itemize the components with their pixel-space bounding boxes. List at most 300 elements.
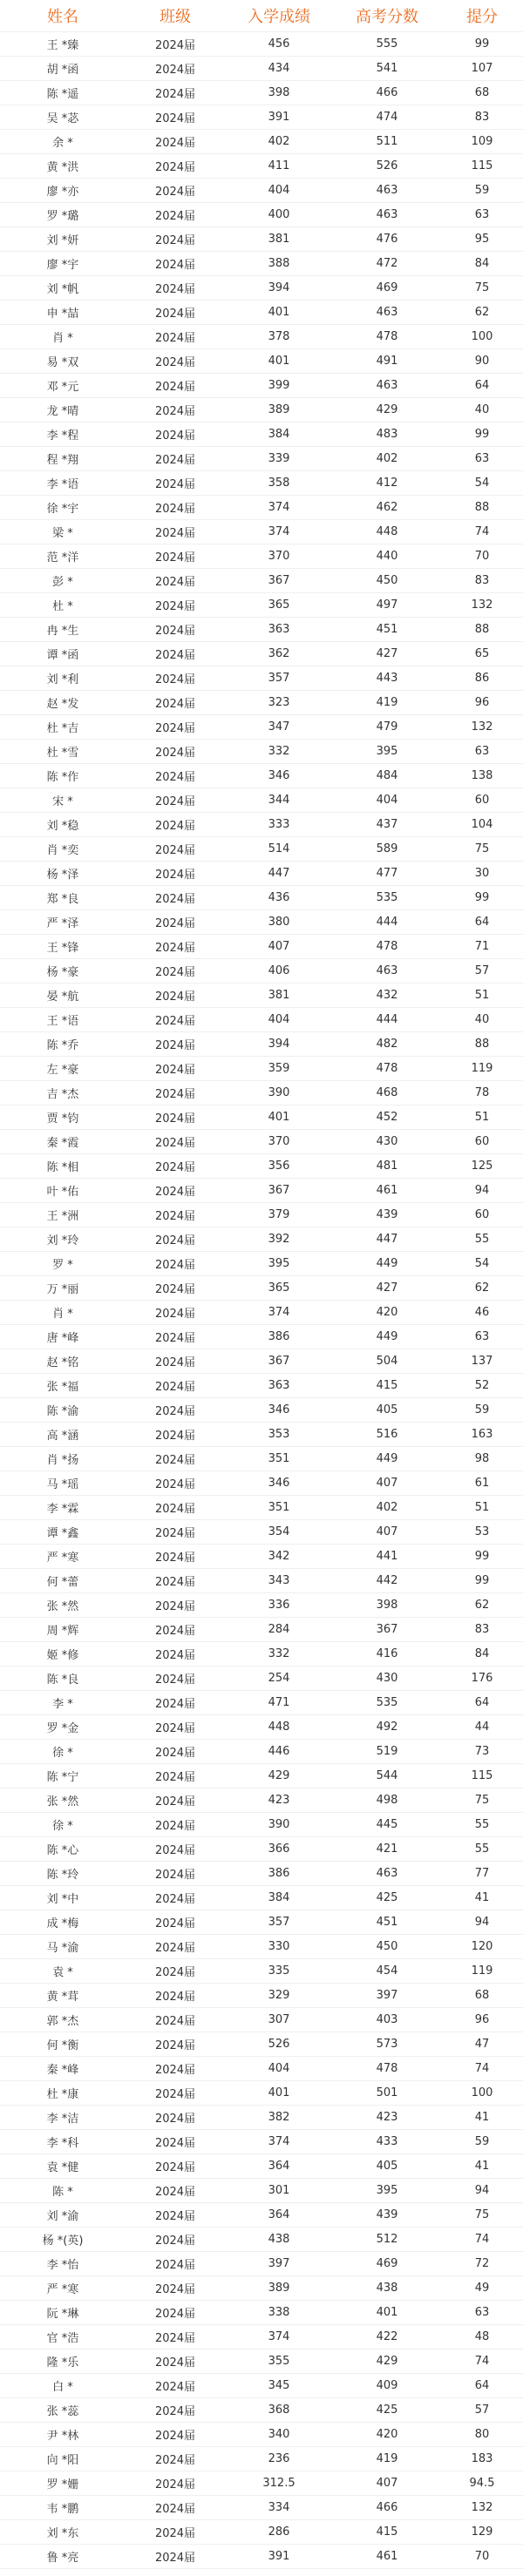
table-row: [0, 179, 523, 203]
cell-name: 刘 *妍: [0, 227, 126, 252]
cell-class: 2024届: [126, 1008, 225, 1032]
cell-class: 2024届: [126, 1667, 225, 1691]
table-row: [0, 1910, 523, 1935]
cell-name: 张 *然: [0, 1788, 126, 1813]
cell-gaokao-score: 395: [333, 740, 441, 764]
cell-entrance-score: 404: [225, 2057, 333, 2081]
cell-gaokao-score: 526: [333, 154, 441, 179]
cell-class: 2024届: [126, 81, 225, 105]
cell-improvement: 48: [441, 2325, 523, 2350]
cell-entrance-score: 389: [225, 398, 333, 423]
cell-name: 李 *: [0, 1691, 126, 1715]
cell-gaokao-score: 501: [333, 2081, 441, 2106]
cell-gaokao-score: 415: [333, 1374, 441, 1398]
cell-improvement: 109: [441, 130, 523, 154]
cell-class: 2024届: [126, 2057, 225, 2081]
cell-name: 贾 *钧: [0, 1105, 126, 1130]
cell-improvement: 88: [441, 496, 523, 520]
table-row: [0, 398, 523, 423]
cell-improvement: 83: [441, 569, 523, 593]
cell-class: 2024届: [126, 1423, 225, 1447]
cell-improvement: 51: [441, 984, 523, 1008]
cell-improvement: 84: [441, 252, 523, 276]
cell-improvement: 73: [441, 1740, 523, 1764]
cell-improvement: 119: [441, 1057, 523, 1081]
cell-name: 陈 *乔: [0, 1032, 126, 1057]
cell-class: 2024届: [126, 1545, 225, 1569]
header-gaokao-score: 高考分数: [333, 0, 441, 32]
cell-gaokao-score: 476: [333, 227, 441, 252]
cell-improvement: 60: [441, 788, 523, 813]
cell-gaokao-score: 541: [333, 57, 441, 81]
cell-name: 成 *梅: [0, 1910, 126, 1935]
table-row: [0, 1423, 523, 1447]
cell-class: 2024届: [126, 1715, 225, 1740]
cell-gaokao-score: 454: [333, 1959, 441, 1984]
cell-class: 2024届: [126, 2106, 225, 2130]
cell-improvement: 99: [441, 886, 523, 910]
cell-class: 2024届: [126, 1642, 225, 1667]
cell-gaokao-score: 463: [333, 959, 441, 984]
cell-name: 徐 *: [0, 1813, 126, 1837]
table-row: [0, 2471, 523, 2496]
cell-name: 王 *语: [0, 1008, 126, 1032]
cell-entrance-score: 438: [225, 2228, 333, 2252]
cell-improvement: 41: [441, 1886, 523, 1910]
cell-gaokao-score: 481: [333, 1154, 441, 1179]
cell-improvement: 94: [441, 2179, 523, 2203]
table-row: [0, 2032, 523, 2057]
table-row: [0, 1227, 523, 1252]
cell-class: 2024届: [126, 179, 225, 203]
table-row: [0, 1764, 523, 1788]
cell-name: 罗 *金: [0, 1715, 126, 1740]
cell-entrance-score: 346: [225, 1398, 333, 1423]
table-row: [0, 1593, 523, 1618]
cell-name: 杜 *雪: [0, 740, 126, 764]
table-row: [0, 642, 523, 666]
cell-gaokao-score: 432: [333, 984, 441, 1008]
cell-name: 赵 *铭: [0, 1349, 126, 1374]
cell-class: 2024届: [126, 959, 225, 984]
cell-entrance-score: 401: [225, 301, 333, 325]
table-row: [0, 1398, 523, 1423]
cell-gaokao-score: 419: [333, 691, 441, 715]
table-row: [0, 227, 523, 252]
cell-class: 2024届: [126, 788, 225, 813]
cell-entrance-score: 429: [225, 1764, 333, 1788]
cell-improvement: 59: [441, 179, 523, 203]
cell-name: 白 *: [0, 2374, 126, 2398]
table-row: [0, 666, 523, 691]
cell-name: 胡 *函: [0, 57, 126, 81]
cell-entrance-score: 351: [225, 1447, 333, 1471]
cell-name: 隆 *乐: [0, 2350, 126, 2374]
table-row: [0, 496, 523, 520]
cell-gaokao-score: 478: [333, 1057, 441, 1081]
cell-entrance-score: 364: [225, 2203, 333, 2228]
cell-improvement: 55: [441, 1813, 523, 1837]
cell-entrance-score: 404: [225, 179, 333, 203]
cell-class: 2024届: [126, 471, 225, 496]
cell-class: 2024届: [126, 2130, 225, 2154]
cell-entrance-score: 284: [225, 1618, 333, 1642]
cell-name: 余 *: [0, 130, 126, 154]
table-row: [0, 301, 523, 325]
cell-name: 王 *洲: [0, 1203, 126, 1227]
cell-name: 鲁 *亮: [0, 2545, 126, 2569]
cell-class: 2024届: [126, 1984, 225, 2008]
cell-class: 2024届: [126, 252, 225, 276]
table-row: [0, 1105, 523, 1130]
cell-improvement: 70: [441, 2545, 523, 2569]
cell-class: 2024届: [126, 154, 225, 179]
cell-gaokao-score: 405: [333, 1398, 441, 1423]
cell-name: 郭 *杰: [0, 2008, 126, 2032]
cell-improvement: 68: [441, 81, 523, 105]
cell-name: 李 *科: [0, 2130, 126, 2154]
cell-class: 2024届: [126, 1301, 225, 1325]
table-header: [0, 0, 523, 32]
cell-improvement: 63: [441, 2301, 523, 2325]
cell-gaokao-score: 474: [333, 105, 441, 130]
cell-class: 2024届: [126, 862, 225, 886]
cell-gaokao-score: 544: [333, 1764, 441, 1788]
cell-gaokao-score: 420: [333, 1301, 441, 1325]
cell-class: 2024届: [126, 2325, 225, 2350]
cell-improvement: 96: [441, 691, 523, 715]
cell-class: 2024届: [126, 2471, 225, 2496]
cell-improvement: 49: [441, 2276, 523, 2301]
cell-gaokao-score: 472: [333, 252, 441, 276]
cell-improvement: 75: [441, 1788, 523, 1813]
cell-improvement: 132: [441, 593, 523, 618]
cell-gaokao-score: 430: [333, 1667, 441, 1691]
cell-entrance-score: 406: [225, 959, 333, 984]
cell-gaokao-score: 437: [333, 813, 441, 837]
cell-gaokao-score: 504: [333, 1349, 441, 1374]
cell-improvement: 55: [441, 1837, 523, 1862]
cell-name: 韦 *鹏: [0, 2496, 126, 2520]
cell-class: 2024届: [126, 1691, 225, 1715]
cell-class: 2024届: [126, 1862, 225, 1886]
cell-gaokao-score: 498: [333, 1788, 441, 1813]
cell-name: 杨 *豪: [0, 959, 126, 984]
cell-entrance-score: 384: [225, 423, 333, 447]
cell-class: 2024届: [126, 2154, 225, 2179]
cell-entrance-score: 374: [225, 2325, 333, 2350]
cell-entrance-score: 401: [225, 2081, 333, 2106]
cell-entrance-score: 333: [225, 813, 333, 837]
cell-name: 黄 *洪: [0, 154, 126, 179]
cell-improvement: 46: [441, 1301, 523, 1325]
cell-name: 李 *语: [0, 471, 126, 496]
cell-entrance-score: 362: [225, 642, 333, 666]
cell-improvement: 62: [441, 1276, 523, 1301]
cell-gaokao-score: 535: [333, 1691, 441, 1715]
cell-gaokao-score: 462: [333, 496, 441, 520]
cell-improvement: 99: [441, 423, 523, 447]
table-row: [0, 276, 523, 301]
cell-gaokao-score: 469: [333, 2252, 441, 2276]
table-row: [0, 862, 523, 886]
cell-entrance-score: 394: [225, 276, 333, 301]
cell-entrance-score: 301: [225, 2179, 333, 2203]
cell-class: 2024届: [126, 349, 225, 374]
cell-class: 2024届: [126, 2032, 225, 2057]
cell-gaokao-score: 397: [333, 1984, 441, 2008]
table-row: [0, 1154, 523, 1179]
cell-gaokao-score: 448: [333, 520, 441, 544]
cell-entrance-score: 338: [225, 2301, 333, 2325]
cell-entrance-score: 353: [225, 1423, 333, 1447]
cell-class: 2024届: [126, 2276, 225, 2301]
cell-entrance-score: 363: [225, 1374, 333, 1398]
cell-improvement: 119: [441, 1959, 523, 1984]
cell-name: 刘 *东: [0, 2520, 126, 2545]
cell-name: 杜 *: [0, 593, 126, 618]
cell-improvement: 44: [441, 1715, 523, 1740]
cell-entrance-score: 340: [225, 2423, 333, 2447]
cell-name: 谭 *函: [0, 642, 126, 666]
cell-class: 2024届: [126, 642, 225, 666]
cell-entrance-score: 407: [225, 935, 333, 959]
cell-improvement: 54: [441, 1252, 523, 1276]
cell-class: 2024届: [126, 2374, 225, 2398]
cell-improvement: 163: [441, 1423, 523, 1447]
cell-name: 张 *然: [0, 1593, 126, 1618]
table-row: [0, 2325, 523, 2350]
table-row: [0, 252, 523, 276]
cell-improvement: 63: [441, 447, 523, 471]
cell-entrance-score: 379: [225, 1203, 333, 1227]
header-name: 姓名: [0, 0, 126, 32]
table-row: [0, 2447, 523, 2471]
cell-gaokao-score: 463: [333, 179, 441, 203]
table-row: [0, 57, 523, 81]
cell-gaokao-score: 519: [333, 1740, 441, 1764]
cell-class: 2024届: [126, 2496, 225, 2520]
cell-improvement: 60: [441, 1130, 523, 1154]
cell-name: 左 *豪: [0, 1057, 126, 1081]
cell-gaokao-score: 452: [333, 1105, 441, 1130]
cell-gaokao-score: 425: [333, 2398, 441, 2423]
table-row: [0, 1496, 523, 1520]
cell-gaokao-score: 451: [333, 1910, 441, 1935]
table-row: [0, 1545, 523, 1569]
cell-entrance-score: 357: [225, 1910, 333, 1935]
table-row: [0, 1057, 523, 1081]
cell-gaokao-score: 461: [333, 1179, 441, 1203]
cell-gaokao-score: 451: [333, 618, 441, 642]
cell-class: 2024届: [126, 618, 225, 642]
cell-gaokao-score: 407: [333, 1471, 441, 1496]
cell-gaokao-score: 479: [333, 715, 441, 740]
cell-class: 2024届: [126, 1569, 225, 1593]
cell-improvement: 75: [441, 2203, 523, 2228]
cell-entrance-score: 389: [225, 2276, 333, 2301]
cell-entrance-score: 346: [225, 764, 333, 788]
cell-entrance-score: 370: [225, 1130, 333, 1154]
cell-entrance-score: 456: [225, 32, 333, 57]
cell-improvement: 51: [441, 1496, 523, 1520]
cell-gaokao-score: 401: [333, 2301, 441, 2325]
cell-class: 2024届: [126, 935, 225, 959]
cell-name: 杜 *吉: [0, 715, 126, 740]
cell-improvement: 57: [441, 959, 523, 984]
cell-class: 2024届: [126, 1398, 225, 1423]
table-row: [0, 2350, 523, 2374]
cell-entrance-score: 363: [225, 618, 333, 642]
cell-entrance-score: 404: [225, 1008, 333, 1032]
cell-gaokao-score: 450: [333, 569, 441, 593]
cell-name: 刘 *稳: [0, 813, 126, 837]
cell-class: 2024届: [126, 2301, 225, 2325]
cell-entrance-score: 236: [225, 2447, 333, 2471]
cell-gaokao-score: 402: [333, 447, 441, 471]
table-row: [0, 2179, 523, 2203]
cell-class: 2024届: [126, 691, 225, 715]
cell-name: 刘 *玲: [0, 1227, 126, 1252]
cell-improvement: 94: [441, 1910, 523, 1935]
cell-gaokao-score: 447: [333, 1227, 441, 1252]
cell-name: 姬 *修: [0, 1642, 126, 1667]
cell-entrance-score: 392: [225, 1227, 333, 1252]
cell-gaokao-score: 425: [333, 1886, 441, 1910]
cell-name: 官 *浩: [0, 2325, 126, 2350]
cell-improvement: 99: [441, 1569, 523, 1593]
cell-entrance-score: 388: [225, 252, 333, 276]
cell-gaokao-score: 482: [333, 1032, 441, 1057]
table-row: [0, 1349, 523, 1374]
cell-gaokao-score: 440: [333, 544, 441, 569]
cell-gaokao-score: 421: [333, 1837, 441, 1862]
header-entrance-score: 入学成绩: [225, 0, 333, 32]
cell-name: 向 *阳: [0, 2447, 126, 2471]
cell-class: 2024届: [126, 1935, 225, 1959]
table-row: [0, 764, 523, 788]
cell-entrance-score: 380: [225, 910, 333, 935]
table-row: [0, 2203, 523, 2228]
table-row: [0, 2081, 523, 2106]
table-row: [0, 1032, 523, 1057]
cell-name: 龙 *晴: [0, 398, 126, 423]
cell-name: 陈 *相: [0, 1154, 126, 1179]
table-row: [0, 1569, 523, 1593]
cell-name: 万 *丽: [0, 1276, 126, 1301]
cell-improvement: 86: [441, 666, 523, 691]
header-improvement: 提分: [441, 0, 523, 32]
cell-gaokao-score: 398: [333, 1593, 441, 1618]
cell-name: 陈 *渝: [0, 1398, 126, 1423]
cell-name: 程 *翔: [0, 447, 126, 471]
cell-name: 廖 *宇: [0, 252, 126, 276]
cell-class: 2024届: [126, 496, 225, 520]
cell-name: 彭 *: [0, 569, 126, 593]
cell-entrance-score: 384: [225, 1886, 333, 1910]
table-row: [0, 1740, 523, 1764]
table-row: [0, 1642, 523, 1667]
table-row: [0, 203, 523, 227]
cell-class: 2024届: [126, 2228, 225, 2252]
cell-name: 秦 *霞: [0, 1130, 126, 1154]
cell-improvement: 100: [441, 2081, 523, 2106]
cell-gaokao-score: 478: [333, 2057, 441, 2081]
cell-name: 肖 *扬: [0, 1447, 126, 1471]
cell-improvement: 137: [441, 1349, 523, 1374]
cell-class: 2024届: [126, 2520, 225, 2545]
cell-name: 徐 *: [0, 1740, 126, 1764]
cell-class: 2024届: [126, 1325, 225, 1349]
cell-entrance-score: 397: [225, 2252, 333, 2276]
cell-gaokao-score: 438: [333, 2276, 441, 2301]
cell-gaokao-score: 466: [333, 2496, 441, 2520]
table-row: [0, 2520, 523, 2545]
cell-name: 宋 *: [0, 788, 126, 813]
cell-name: 肖 *: [0, 325, 126, 349]
cell-gaokao-score: 442: [333, 1569, 441, 1593]
cell-improvement: 62: [441, 301, 523, 325]
cell-entrance-score: 402: [225, 130, 333, 154]
cell-name: 张 *蕊: [0, 2398, 126, 2423]
cell-gaokao-score: 483: [333, 423, 441, 447]
cell-entrance-score: 312.5: [225, 2471, 333, 2496]
table-row: [0, 2228, 523, 2252]
table-row: [0, 2301, 523, 2325]
cell-improvement: 107: [441, 57, 523, 81]
table-row: [0, 1179, 523, 1203]
cell-class: 2024届: [126, 1837, 225, 1862]
cell-improvement: 51: [441, 1105, 523, 1130]
cell-class: 2024届: [126, 1032, 225, 1057]
cell-name: 王 *臻: [0, 32, 126, 57]
table-row: [0, 837, 523, 862]
cell-improvement: 138: [441, 764, 523, 788]
cell-entrance-score: 365: [225, 593, 333, 618]
cell-improvement: 98: [441, 1447, 523, 1471]
cell-gaokao-score: 403: [333, 2008, 441, 2032]
cell-class: 2024届: [126, 666, 225, 691]
cell-class: 2024届: [126, 276, 225, 301]
cell-gaokao-score: 367: [333, 1618, 441, 1642]
cell-name: 陈 *作: [0, 764, 126, 788]
cell-class: 2024届: [126, 715, 225, 740]
table-row: [0, 740, 523, 764]
cell-class: 2024届: [126, 423, 225, 447]
cell-name: 邓 *元: [0, 374, 126, 398]
cell-entrance-score: 381: [225, 227, 333, 252]
cell-name: 唐 *峰: [0, 1325, 126, 1349]
cell-entrance-score: 395: [225, 1252, 333, 1276]
cell-class: 2024届: [126, 1910, 225, 1935]
cell-class: 2024届: [126, 1496, 225, 1520]
cell-class: 2024届: [126, 1618, 225, 1642]
table-row: [0, 935, 523, 959]
cell-improvement: 115: [441, 154, 523, 179]
cell-entrance-score: 355: [225, 2350, 333, 2374]
cell-name: 尹 *林: [0, 2423, 126, 2447]
table-row: [0, 1520, 523, 1545]
cell-entrance-score: 323: [225, 691, 333, 715]
cell-gaokao-score: 395: [333, 2179, 441, 2203]
header-row: [0, 0, 523, 32]
cell-entrance-score: 401: [225, 349, 333, 374]
cell-entrance-score: 391: [225, 2545, 333, 2569]
cell-name: 申 *喆: [0, 301, 126, 325]
cell-entrance-score: 448: [225, 1715, 333, 1740]
cell-gaokao-score: 445: [333, 1813, 441, 1837]
cell-class: 2024届: [126, 1105, 225, 1130]
